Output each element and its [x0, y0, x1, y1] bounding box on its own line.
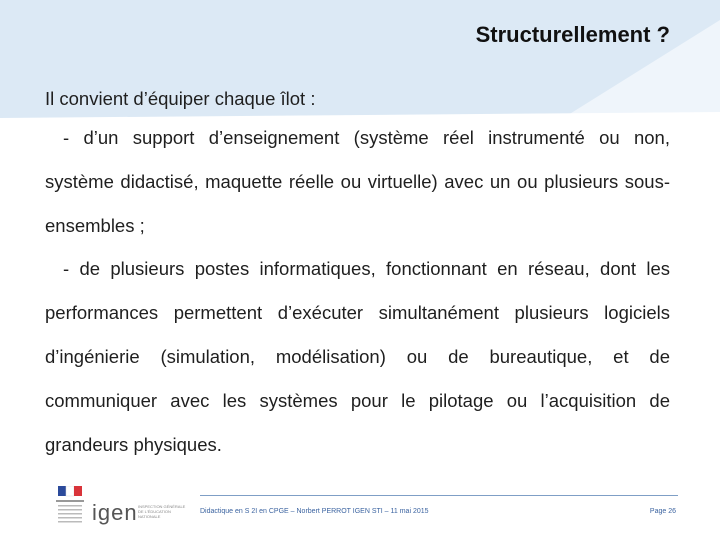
intro-text: Il convient d’équiper chaque îlot : [45, 88, 316, 109]
page-number: Page 26 [649, 508, 676, 515]
footer-divider [200, 495, 678, 496]
footer-text: Didactique en S 2I en CPGE – Norbert PERROT IGEN STI – 11 mai 2015 [200, 508, 429, 515]
igen-logo: igen [92, 500, 138, 525]
igen-logo-subtext: INSPECTION GÉNÉRALE DE L'ÉDUCATION NATIONALE [138, 504, 186, 519]
paragraph-support [45, 116, 670, 248]
paragraph-support-text: - d’un support d’enseignement (système réel instrumenté ou non, système didactisé, maquette réelle ou virtuelle) avec un ou plusieurs sous-ensembles ; [45, 127, 670, 236]
paragraph-postes [45, 247, 670, 467]
republique-francaise-logo [52, 486, 88, 532]
slide-title: Structurellement ? [475, 22, 670, 47]
paragraph-postes-text: - de plusieurs postes informatiques, fonctionnant en réseau, dont les performances permettent d’exécuter simultanément plusieurs logiciels d’ingénierie (simulation, modélisation) ou de bureautique, et de communiquer avec les systèmes pour le pilotage ou l’acquisition de grandeurs physiques. [45, 258, 670, 455]
